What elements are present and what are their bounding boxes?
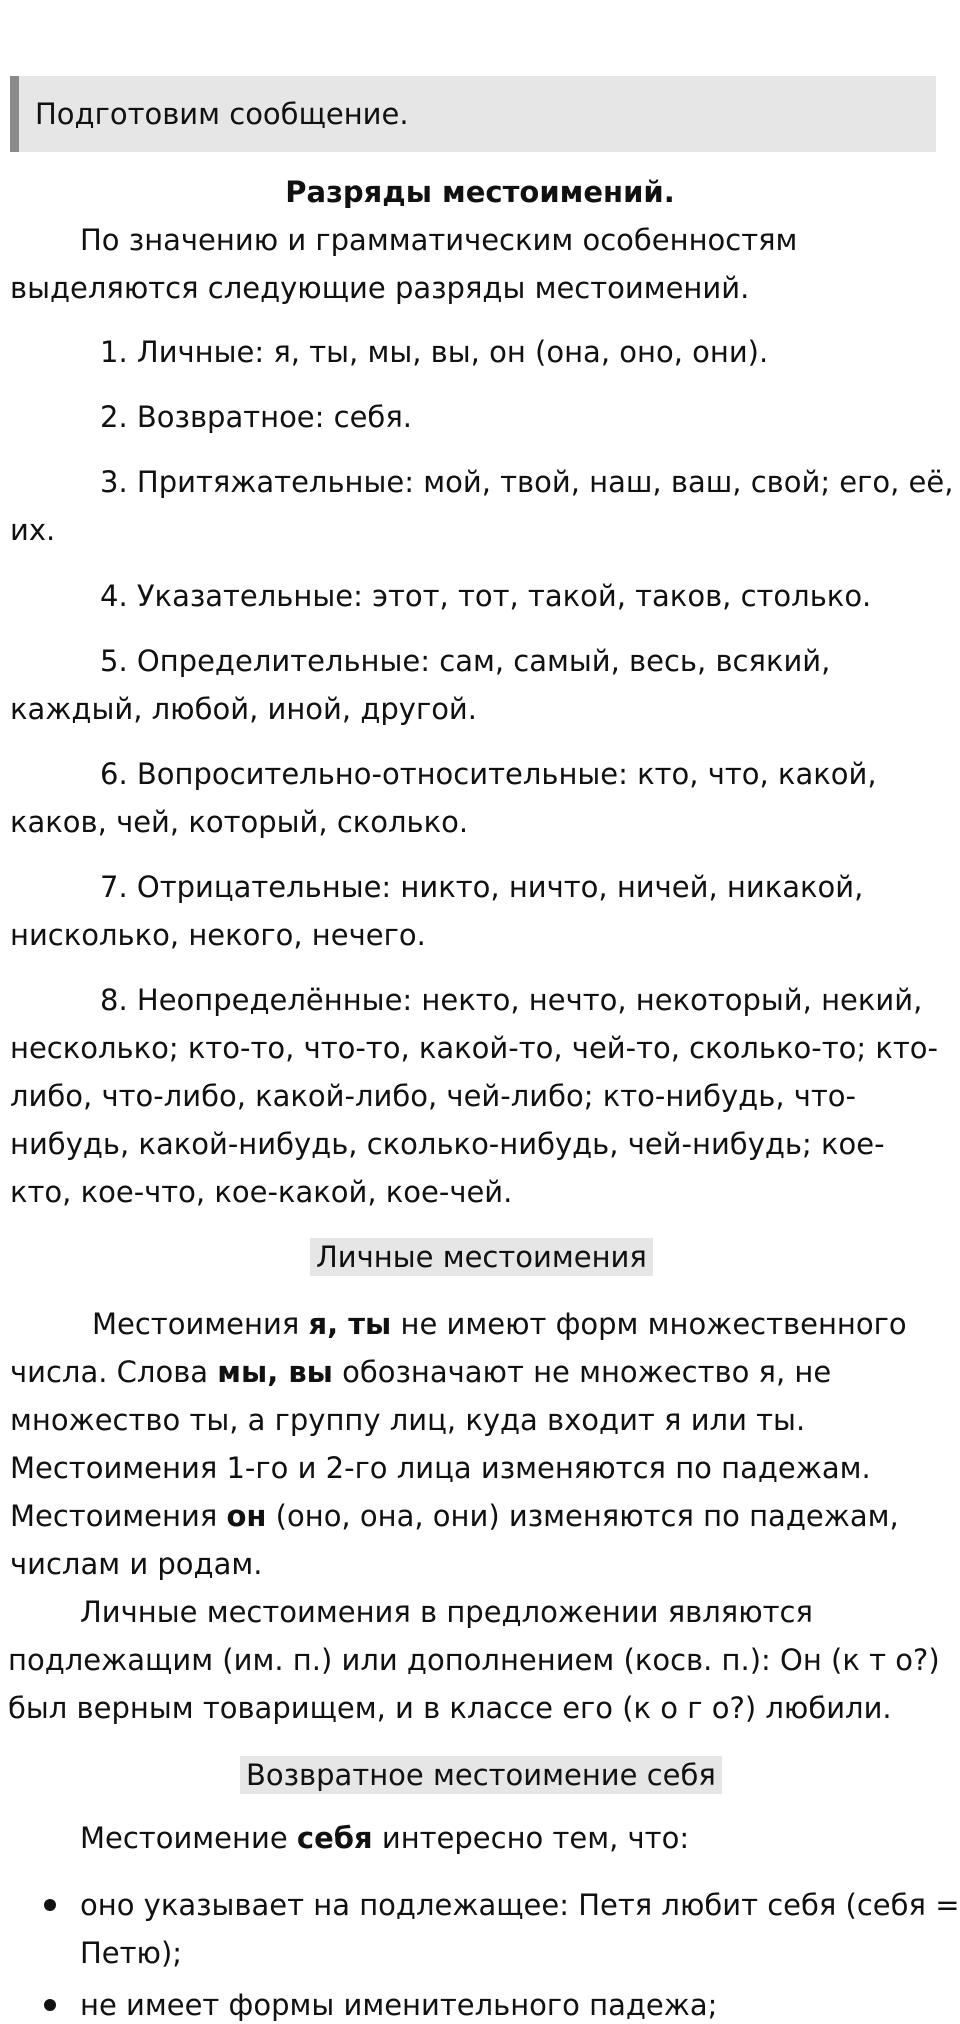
category-4: 4. Указательные: этот, тот, такой, таков, столько. (100, 579, 872, 613)
personal-p1-line-2 (10, 1354, 831, 1390)
intro-line-1: По значению и грамматическим особенностям (80, 223, 798, 257)
bold-term: мы, вы (217, 1355, 333, 1389)
note-text: Подготовим сообщение. (35, 97, 409, 131)
bullet-marker (44, 1899, 56, 1911)
bold-term: я, ты (308, 1307, 392, 1341)
category-5-line-1: 5. Определительные: сам, самый, весь, всякий, (100, 644, 831, 678)
category-8-line-2: несколько; кто-то, что-то, какой-то, чей-то, сколько-то; кто- (10, 1031, 938, 1065)
category-8-line-5: кто, кое-что, кое-какой, кое-чей. (10, 1175, 513, 1209)
personal-p1-line-4: Местоимения 1-го и 2-го лица изменяются по падежам. (10, 1451, 871, 1485)
category-8-line-4: нибудь, какой-нибудь, сколько-нибудь, чей-нибудь; кое- (10, 1127, 885, 1161)
section-heading-reflexive: Возвратное местоимение себя (240, 1756, 722, 1794)
reflexive-bullet-1-line-2: Петю); (80, 1936, 183, 1970)
reflexive-bullet-1-line-1: оно указывает на подлежащее: Петя любит себя (себя = (80, 1888, 960, 1922)
text-run: Местоимения (92, 1307, 309, 1341)
category-2: 2. Возвратное: себя. (100, 400, 412, 434)
personal-p2-line-1: Личные местоимения в предложении являются (80, 1595, 813, 1629)
document-title: Разряды местоимений. (285, 175, 675, 209)
reflexive-bullet-2: не имеет формы именительного падежа; (80, 1988, 718, 2022)
intro-line-2: выделяются следующие разряды местоимений. (10, 271, 750, 305)
text-run: Местоимения (10, 1499, 227, 1533)
category-6-line-2: каков, чей, который, сколько. (10, 805, 469, 839)
section-heading-personal: Личные местоимения (310, 1238, 653, 1276)
personal-p1-line-5 (10, 1498, 899, 1534)
category-3-line-1: 3. Притяжательные: мой, твой, наш, ваш, свой; его, её, (100, 465, 954, 499)
text-run: числа. Слова (10, 1355, 218, 1389)
category-3-line-2: их. (10, 513, 56, 547)
personal-p2-line-2: подлежащим (им. п.) или дополнением (косв. п.): Он (к т о?) (8, 1643, 940, 1677)
personal-p1-line-1 (92, 1306, 907, 1342)
bold-term: себя (296, 1821, 373, 1855)
personal-p2-line-3: был верным товарищем, и в классе его (к о г о?) любили. (8, 1691, 892, 1725)
text-run: интересно тем, что: (372, 1821, 690, 1855)
personal-p1-line-6: числам и родам. (10, 1547, 263, 1581)
category-5-line-2: каждый, любой, иной, другой. (10, 692, 478, 726)
text-run: обозначают не множество я, не (332, 1355, 832, 1389)
note-callout (10, 76, 936, 152)
category-8-line-1: 8. Неопределённые: некто, нечто, некоторый, некий, (100, 983, 923, 1017)
bold-term: он (226, 1499, 267, 1533)
personal-p1-line-3: множество ты, а группу лиц, куда входит я или ты. (10, 1403, 806, 1437)
category-7-line-1: 7. Отрицательные: никто, ничто, ничей, никакой, (100, 870, 864, 904)
category-7-line-2: нисколько, некого, нечего. (10, 918, 426, 952)
text-run: не имеют форм множественного (391, 1307, 907, 1341)
text-run: (оно, она, они) изменяются по падежам, (266, 1499, 899, 1533)
reflexive-intro (80, 1820, 689, 1856)
category-6-line-1: 6. Вопросительно-относительные: кто, что, какой, (100, 757, 877, 791)
text-run: Местоимение (80, 1821, 297, 1855)
category-8-line-3: либо, что-либо, какой-либо, чей-либо; кто-нибудь, что- (10, 1079, 856, 1113)
bullet-marker (44, 1999, 56, 2011)
category-1: 1. Личные: я, ты, мы, вы, он (она, оно, они). (100, 335, 769, 369)
